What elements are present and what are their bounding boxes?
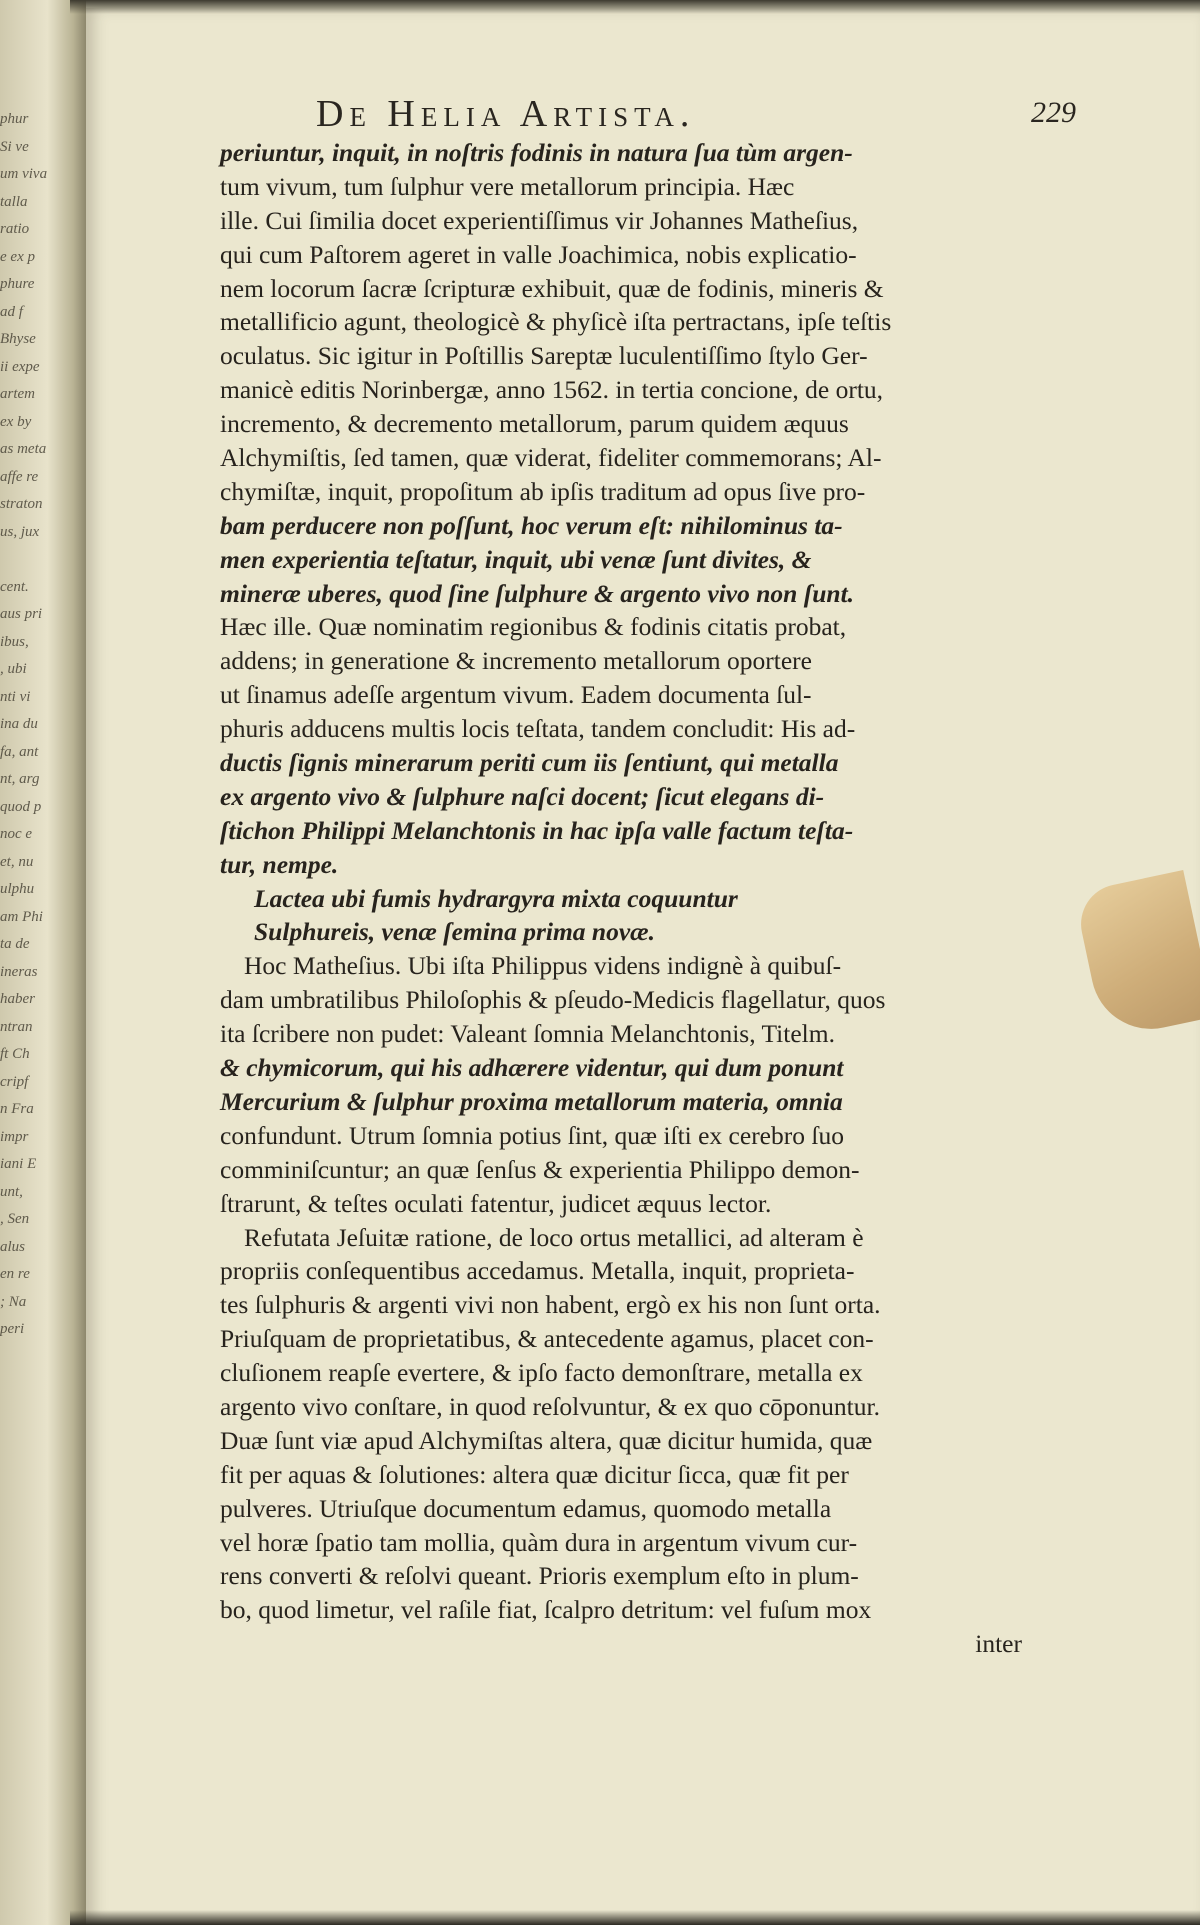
- running-head: De Helia Artista.: [316, 93, 696, 135]
- text-line: & chymicorum, qui his adhærere videntur, qui dum ponunt: [220, 1053, 844, 1083]
- gutter-fragment: ibus,: [0, 633, 29, 650]
- text-line: propriis conſequentibus accedamus. Metalla, inquit, proprieta-: [220, 1256, 855, 1286]
- text-line: Hoc Matheſius. Ubi iſta Philippus videns indignè à quibuſ-: [244, 951, 842, 981]
- text-line: men experientia teſtatur, inquit, ubi venæ ſunt divites, &: [220, 544, 812, 574]
- gutter-fragment: cent.: [0, 578, 29, 595]
- gutter-fragment: haber: [0, 991, 35, 1007]
- gutter-fragment: affe re: [0, 468, 39, 485]
- text-line: Mercurium & ſulphur proxima metallorum materia, omnia: [220, 1086, 843, 1116]
- text-line: ductis ſignis minerarum periti cum iis ſentiunt, qui metalla: [220, 748, 839, 778]
- text-line: chymiſtæ, inquit, propoſitum ab ipſis traditum ad opus ſive pro-: [220, 476, 866, 506]
- text-line: confundunt. Utrum ſomnia potius ſint, quæ iſti ex cerebro ſuo: [220, 1120, 844, 1150]
- text-line: Refutata Jeſuitæ ratione, de loco ortus metallici, ad alteram è: [244, 1222, 864, 1252]
- text-line: tur, nempe.: [220, 849, 339, 879]
- text-line: ſtrarunt, & teſtes oculati fatentur, judicet æquus lector.: [220, 1188, 772, 1218]
- gutter-fragment: peri: [0, 1321, 25, 1337]
- text-line: comminiſcuntur; an quæ ſenſus & experientia Philippo demon-: [220, 1154, 860, 1184]
- gutter-fragment: phur: [0, 111, 29, 127]
- gutter-fragment: e ex p: [0, 248, 35, 265]
- gutter-fragment: ii expe: [0, 358, 40, 375]
- text-line: Hæc ille. Quæ nominatim regionibus & fodinis citatis probat,: [220, 612, 847, 642]
- text-line: pulveres. Utriuſque documentum edamus, quomodo metalla: [220, 1493, 832, 1523]
- gutter-fragment: ulphu: [0, 881, 35, 897]
- text-line: Duæ ſunt viæ apud Alchymiſtas altera, quæ dicitur humida, quæ: [220, 1425, 873, 1455]
- gutter-fragment: , ubi: [0, 661, 27, 677]
- text-line: Alchymiſtis, ſed tamen, quæ viderat, fideliter commemorans; Al-: [220, 443, 882, 473]
- gutter-fragment: straton: [0, 496, 43, 512]
- gutter-fragment: fa, ant: [0, 743, 39, 760]
- text-line: ille. Cui ſimilia docet experientiſſimus vir Johannes Matheſius,: [220, 205, 859, 235]
- text-line: inter: [975, 1629, 1022, 1659]
- gutter-fragment: ineras: [0, 963, 38, 980]
- body-text: [220, 136, 1022, 1661]
- text-line: tes ſulphuris & argenti vivi non habent, ergò ex his non ſunt orta.: [220, 1290, 881, 1320]
- gutter-fragment: ta de: [0, 936, 30, 952]
- book-page: [86, 8, 1200, 1925]
- bottom-shadow: [70, 1910, 1200, 1925]
- text-line: dam umbratilibus Philoſophis & pſeudo-Medicis flagellatur, quos: [220, 985, 886, 1015]
- gutter-fragment: phure: [0, 276, 35, 292]
- gutter-fragment: ratio: [0, 221, 30, 237]
- page-header: [316, 92, 1076, 138]
- text-line: vel horæ ſpatio tam mollia, quàm dura in argentum vivum cur-: [220, 1527, 858, 1557]
- text-line: incremento, & decremento metallorum, parum quidem æquus: [220, 409, 849, 439]
- text-line: qui cum Paſtorem ageret in valle Joachimica, nobis explicatio-: [220, 239, 857, 269]
- text-line: Priuſquam de proprietatibus, & antecedente agamus, placet con-: [220, 1324, 874, 1354]
- gutter-fragment: , Sen: [0, 1211, 30, 1227]
- text-line: oculatus. Sic igitur in Poſtillis Sareptæ luculentiſſimo ſtylo Ger-: [220, 341, 868, 371]
- text-line: ita ſcribere non pudet: Valeant ſomnia Melanchtonis, Titelm.: [220, 1019, 835, 1049]
- gutter-fragment: quod p: [0, 798, 42, 815]
- text-line: fit per aquas & ſolutiones: altera quæ dicitur ſicca, quæ fit per: [220, 1459, 849, 1489]
- gutter-fragment: et, nu: [0, 853, 34, 870]
- gutter-fragment: um viva: [0, 166, 48, 182]
- gutter-fragment: n Fra: [0, 1101, 34, 1117]
- text-line: tum vivum, tum ſulphur vere metallorum principia. Hæc: [220, 171, 795, 201]
- text-line: ut ſinamus adeſſe argentum vivum. Eadem documenta ſul-: [220, 680, 812, 710]
- top-shadow: [70, 0, 1200, 14]
- text-line: phuris adducens multis locis teſtata, tandem concludit: His ad-: [220, 714, 856, 744]
- gutter-fragment: ex by: [0, 413, 32, 430]
- text-line: ex argento vivo & ſulphure naſci docent; ſicut elegans di-: [220, 781, 825, 811]
- gutter-fragment: alus: [0, 1238, 26, 1255]
- gutter-fragment: am Phi: [0, 908, 43, 925]
- text-line: Lactea ubi fumis hydrargyra mixta coquuntur: [254, 883, 738, 913]
- gutter-fragment: noc e: [0, 826, 33, 842]
- gutter-fragment: nt, arg: [0, 771, 40, 787]
- gutter-fragment: ft Ch: [0, 1046, 30, 1062]
- text-line: periuntur, inquit, in noſtris fodinis in natura ſua tùm argen-: [220, 138, 853, 167]
- text-line: manicè editis Norinbergæ, anno 1562. in tertia concione, de ortu,: [220, 375, 884, 405]
- text-line: addens; in generatione & incremento metallorum oportere: [220, 646, 812, 676]
- text-line: metallificio agunt, theologicè & phyſicè iſta pertractans, ipſe teſtis: [220, 307, 892, 337]
- text-line: bam perducere non poſſunt, hoc verum eſt: nihilominus ta-: [220, 510, 843, 540]
- gutter-fragment: Bhyse: [0, 331, 36, 347]
- gutter-fragment: talla: [0, 193, 28, 210]
- gutter-fragment: as meta: [0, 441, 47, 457]
- gutter-fragment: ad f: [0, 303, 23, 320]
- gutter-fragment: artem: [0, 386, 35, 402]
- gutter-fragment: aus pri: [0, 606, 43, 622]
- gutter-fragment: nti vi: [0, 688, 31, 705]
- text-line: mineræ uberes, quod ſine ſulphure & argento vivo non ſunt.: [220, 578, 855, 608]
- text-line: argento vivo conſtare, in quod reſolvuntur, & ex quo cōponuntur.: [220, 1391, 880, 1421]
- gutter-fragment: iani E: [0, 1156, 37, 1172]
- gutter-fragment: us, jux: [0, 523, 40, 540]
- gutter-fragment: cripf: [0, 1073, 29, 1090]
- text-line: cluſionem reapſe evertere, & ipſo facto demonſtrare, metalla ex: [220, 1358, 863, 1388]
- page-number: 229: [1031, 96, 1076, 129]
- text-line: bo, quod limetur, vel raſile fiat, ſcalpro detritum: vel fuſum mox: [220, 1595, 872, 1625]
- gutter-fragment: ntran: [0, 1018, 33, 1035]
- gutter-fragment: Si ve: [0, 138, 29, 155]
- gutter-fragment: en re: [0, 1266, 30, 1282]
- gutter-fragment: ina du: [0, 716, 38, 732]
- gutter-fragment: ; Na: [0, 1293, 27, 1310]
- gutter-fragment: unt,: [0, 1183, 23, 1200]
- text-line: ſtichon Philippi Melanchtonis in hac ipſa valle factum teſta-: [220, 815, 854, 845]
- facing-page-gutter: [0, 0, 86, 1925]
- text-line: Sulphureis, venæ ſemina prima novæ.: [254, 917, 655, 947]
- text-line: nem locorum ſacræ ſcripturæ exhibuit, quæ de fodinis, mineris &: [220, 273, 884, 303]
- gutter-fragment: impr: [0, 1128, 29, 1145]
- text-line: rens converti & reſolvi queant. Prioris exemplum eſto in plum-: [220, 1561, 859, 1591]
